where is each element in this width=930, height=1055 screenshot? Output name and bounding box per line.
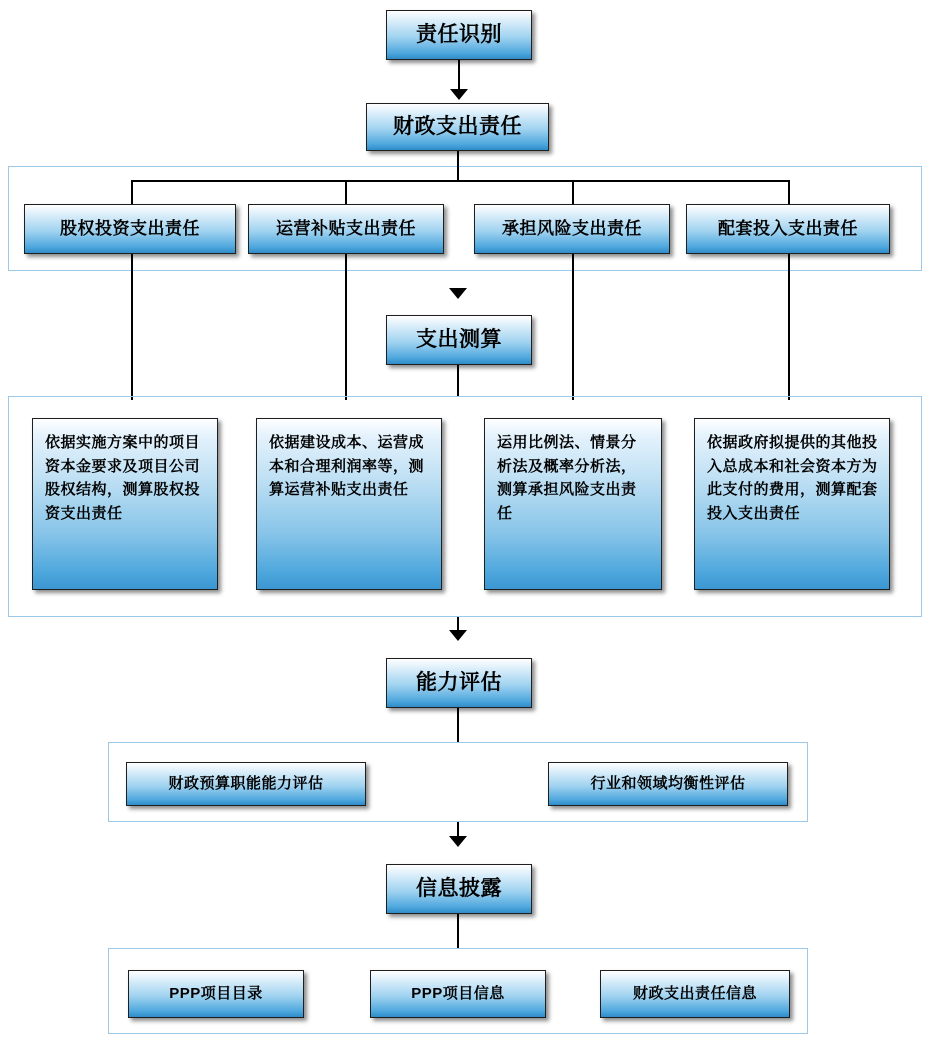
connector-equity-drop [131,254,133,400]
measurement-node-risk-calc: 运用比例法、情景分析法及概率分析法，测算承担风险支出责任 [484,418,662,590]
disclosure-node-fiscal-info: 财政支出责任信息 [600,970,790,1018]
stage-node-capacity: 能力评估 [386,658,532,708]
connector-capacity-trunk [457,708,459,742]
capacity-node-budget-function: 财政预算职能能力评估 [126,762,366,806]
arrowhead-to-capacity [449,630,467,641]
arrowhead-to-measure [449,288,467,299]
stage-node-identify: 责任识别 [386,10,532,60]
connector-bus-to-operation [345,180,347,204]
connector-fiscal-trunk [457,151,459,181]
connector-bus-to-support [788,180,790,204]
stage-node-measure: 支出测算 [386,315,532,365]
measurement-node-operation-calc: 依据建设成本、运营成本和合理利润率等，测算运营补贴支出责任 [256,418,442,590]
stage-node-disclosure: 信息披露 [386,864,532,914]
capacity-node-industry-balance: 行业和领域均衡性评估 [548,762,788,806]
connector-bus-to-equity [131,180,133,204]
disclosure-node-ppp-catalog: PPP项目目录 [128,970,304,1018]
connector-responsibility-bus [131,180,789,182]
connector-risk-drop [572,254,574,400]
connector-disclosure-trunk [457,914,459,948]
responsibility-node-support: 配套投入支出责任 [686,204,890,254]
connector-support-drop [788,254,790,400]
responsibility-node-equity: 股权投资支出责任 [24,204,236,254]
connector-operation-drop [345,254,347,400]
arrowhead-identify-to-fiscal [450,89,468,100]
connector-measure-trunk [457,365,459,396]
measurement-node-equity-calc: 依据实施方案中的项目资本金要求及项目公司股权结构，测算股权投资支出责任 [32,418,218,590]
stage-node-fiscal-expenditure: 财政支出责任 [366,103,549,151]
connector-identify-to-fiscal [458,60,460,92]
measurement-node-support-calc: 依据政府拟提供的其他投入总成本和社会资本方为此支付的费用，测算配套投入支出责任 [694,418,890,590]
arrowhead-to-disclosure [449,836,467,847]
disclosure-node-ppp-info: PPP项目信息 [370,970,546,1018]
responsibility-node-risk: 承担风险支出责任 [474,204,670,254]
connector-bus-to-risk [572,180,574,204]
responsibility-node-operation: 运营补贴支出责任 [248,204,444,254]
